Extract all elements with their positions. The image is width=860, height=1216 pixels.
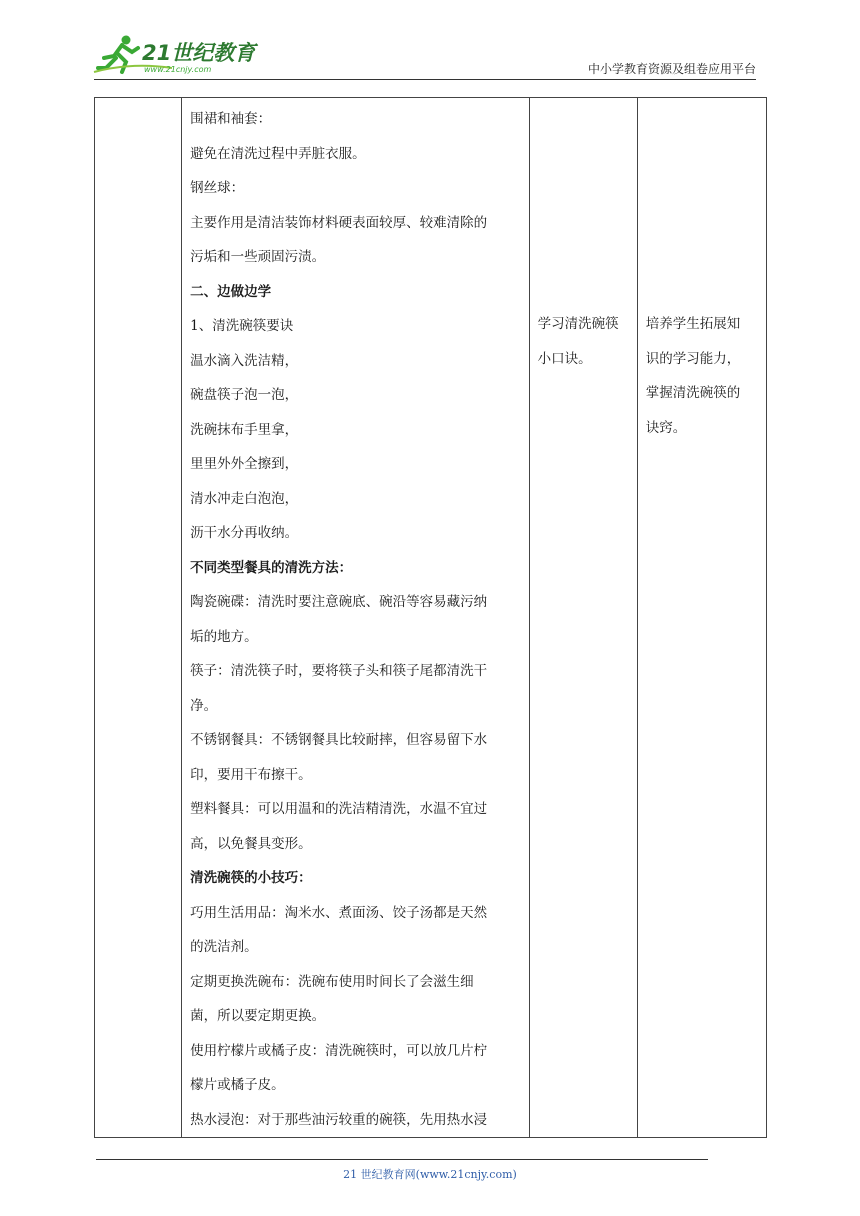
activity-line: 小口诀。	[537, 350, 592, 367]
content-line: 清水冲走白泡泡，	[190, 490, 299, 507]
content-line: 热水浸泡：对于那些油污较重的碗筷，先用热水浸	[190, 1111, 488, 1128]
content-line: 1、清洗碗筷要诀	[190, 318, 294, 334]
intent-lines	[638, 98, 766, 445]
content-line: 污垢和一些顽固污渍。	[190, 249, 326, 265]
activity-lines	[530, 98, 637, 376]
site-logo	[92, 32, 262, 78]
content-line: 洗碗抹布手里拿，	[190, 421, 299, 438]
content-line: 围裙和袖套：	[190, 111, 272, 127]
content-line: 檬片或橘子皮。	[190, 1077, 285, 1093]
content-line: 净。	[190, 697, 218, 714]
intent-line: 诀窍。	[645, 419, 687, 436]
header-divider	[94, 79, 756, 80]
page-header	[0, 0, 860, 80]
content-line: 不锈钢餐具：不锈钢餐具比较耐摔，但容易留下水	[190, 732, 488, 748]
content-line: 筷子：清洗筷子时，要将筷子头和筷子尾都清洗干	[190, 663, 488, 679]
content-line: 里里外外全擦到，	[190, 456, 299, 472]
table-row	[95, 98, 767, 1138]
content-line: 清洗碗筷的小技巧：	[190, 870, 312, 886]
content-line: 的洗洁剂。	[190, 939, 258, 955]
content-line: 沥干水分再收纳。	[190, 525, 299, 541]
footer-divider	[96, 1159, 708, 1160]
content-line: 温水滴入洗洁精，	[190, 352, 299, 369]
intent-line: 培养学生拓展知	[645, 316, 741, 332]
student-activity-cell	[529, 98, 637, 1138]
content-line: 碗盘筷子泡一泡，	[190, 387, 299, 403]
content-line: 垢的地方。	[190, 628, 258, 645]
lesson-table	[94, 97, 767, 1138]
platform-name: 中小学教育资源及组卷应用平台	[587, 62, 756, 76]
content-line: 陶瓷碗碟：清洗时要注意碗底、碗沿等容易藏污纳	[190, 594, 488, 610]
activity-line: 学习清洗碗筷	[537, 316, 619, 332]
stage-cell	[95, 98, 182, 1138]
content-line: 不同类型餐具的清洗方法：	[190, 559, 353, 576]
content-line: 高，以免餐具变形。	[190, 835, 312, 852]
runner-logo-icon	[92, 32, 262, 78]
footer-link[interactable]: 21 世纪教育网(www.21cnjy.com)	[343, 1168, 517, 1181]
content-line: 使用柠檬片或橘子皮：清洗碗筷时，可以放几片柠	[190, 1042, 488, 1059]
content-line: 避免在清洗过程中弄脏衣服。	[190, 145, 366, 162]
content-line: 巧用生活用品：淘米水、煮面汤、饺子汤都是天然	[190, 904, 488, 921]
content-line: 主要作用是清洁装饰材料硬表面较厚、较难清除的	[190, 214, 488, 231]
content-line: 定期更换洗碗布：洗碗布使用时间长了会滋生细	[190, 973, 474, 990]
content-lines	[182, 98, 529, 1137]
svg-text:21世纪教育: 21世纪教育	[142, 41, 256, 65]
content-cell	[182, 98, 530, 1138]
svg-text:www.21cnjy.com: www.21cnjy.com	[144, 65, 212, 74]
content-line: 印，要用干布擦干。	[190, 766, 312, 783]
content-line: 菌，所以要定期更换。	[190, 1008, 326, 1024]
intent-line: 识的学习能力，	[645, 350, 741, 367]
content-line: 二、边做边学	[190, 283, 272, 300]
content-line: 钢丝球：	[190, 180, 245, 196]
design-intent-cell	[637, 98, 766, 1138]
content-line: 塑料餐具：可以用温和的洗洁精清洗，水温不宜过	[190, 801, 488, 817]
intent-line: 掌握清洗碗筷的	[645, 385, 741, 401]
